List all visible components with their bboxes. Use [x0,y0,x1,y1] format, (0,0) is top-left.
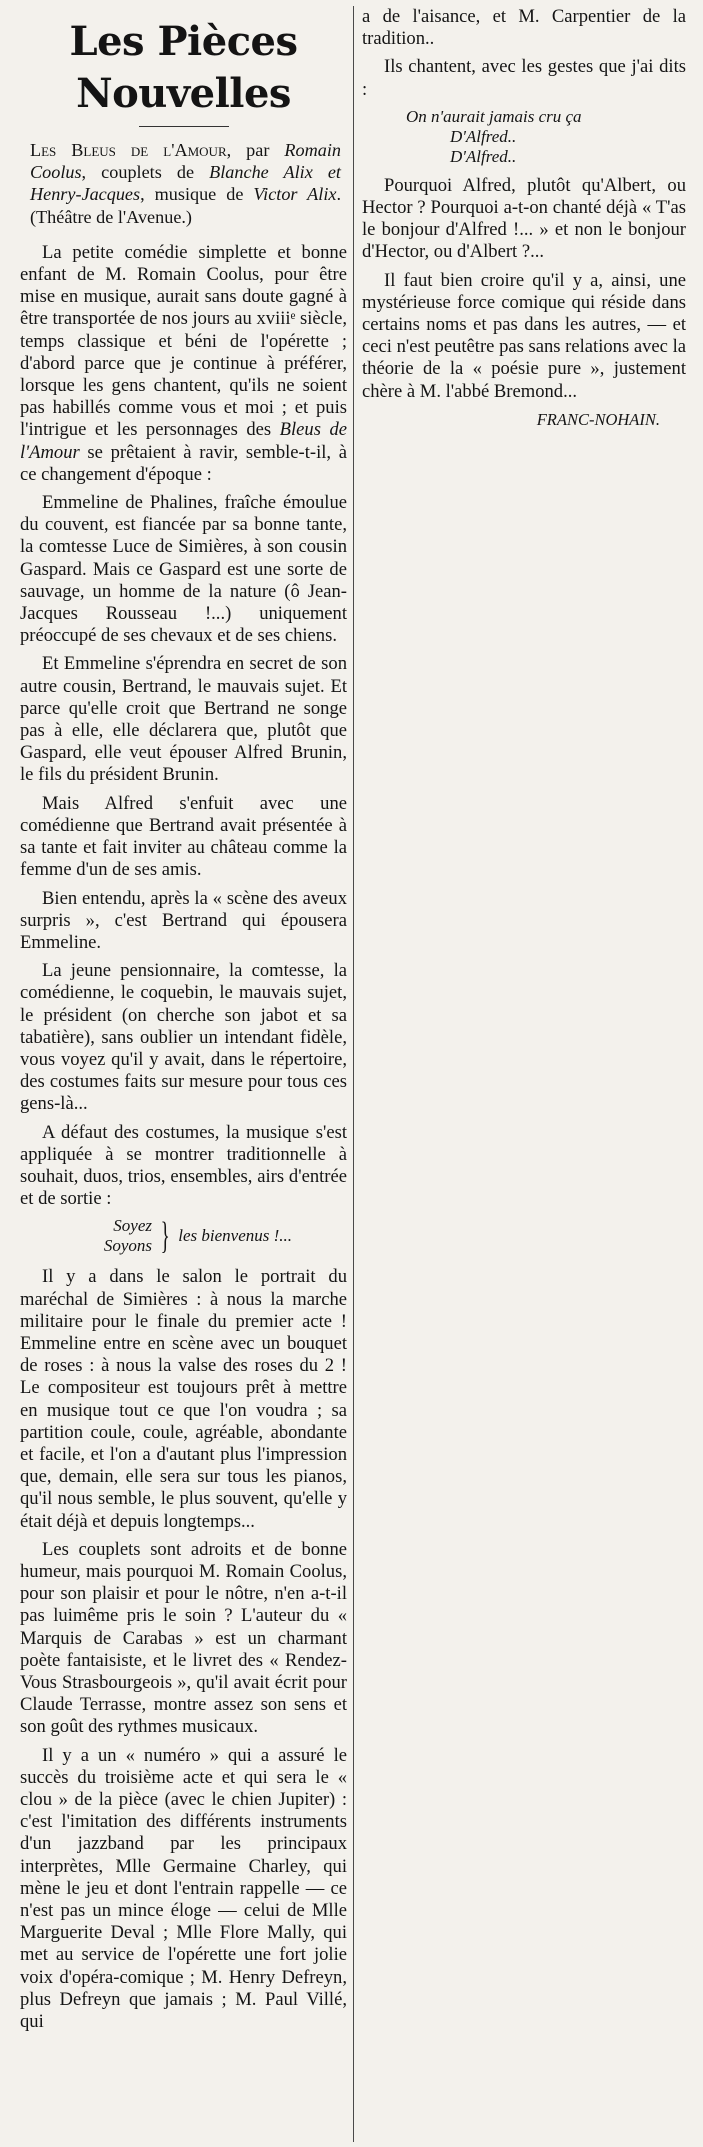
paragraph: Pourquoi Alfred, plutôt qu'Albert, ou Hector ? Pourquoi a-t-on chanté déjà « T'as le bonjour d'Alfred !... » et non le bonjour d'Hector, ou d'Albert ?... [362,174,686,263]
lyric-quote [20,1216,347,1256]
paragraph: Et Emmeline s'éprendra en secret de son autre cousin, Bertrand, le mauvais sujet. Et parce qu'elle croit que Bertrand ne songe pas à elle, elle déclarera que, plutôt que Gaspard, elle veut épouser Alfred Brunin, le fils du président Brunin. [20,653,347,786]
paragraph: Il y a un « numéro » qui a assuré le succès du troisième acte et qui sera le « clou » de la pièce (avec le chien Jupiter) : c'est l'imitation des différents instruments d'un jazzband par les principaux interprètes, Mlle Germaine Charley, qui mène le jeu et dont l'entrain rappelle — ce n'est pas un mince éloge — celui de Mlle Marguerite Deval ; Mlle Flore Mally, qui met au service de l'opérette une fort jolie voix d'opéra-comique ; M. Henry Defreyn, plus Defreyn que jamais ; M. Paul Villé, qui [20,1744,347,2033]
lyric-alternatives [20,1216,156,1256]
brace-glyph: } [160,1215,170,1258]
paragraph: Bien entendu, après la « scène des aveux surpris », c'est Bertrand qui épousera Emmeline. [20,887,347,953]
credits-text: , couplets de [81,162,210,183]
credits-text: , musique de [140,184,254,205]
play-title: Les Bleus de l'Amour [30,140,227,160]
author-signature: FRANC-NOHAIN. [536,409,660,429]
column-divider [353,6,354,2142]
paragraph: Il faut bien croire qu'il y a, ainsi, une mystérieuse force comique qui réside dans certains noms et pas dans les autres, — et ceci n'est peutêtre pas sans relations avec la théorie de la « poésie pure », justement chère à M. l'abbé Bremond... [362,269,686,402]
paragraph: A défaut des costumes, la musique s'est appliquée à se montrer traditionnelle à souhait, duos, trios, ensembles, airs d'entrée et de sortie : [20,1121,347,1210]
paragraph [20,242,347,486]
paragraph: Ils chantent, avec les gestes que j'ai dits : [362,56,686,100]
song-verse [362,107,686,167]
composer-name: Victor Alix [253,184,337,205]
paragraph: Il y a dans le salon le portrait du maréchal de Simières : à nous la marche militaire pour le finale du premier acte ! Emmeline entre en scène avec un bouquet de roses : à nous la valse des roses du 2 ! Le compositeur est toujours prêt à mettre en musique tout ce que l'on voudra ; sa partition coule, coule, agréable, abondante et facile, et l'on a d'autant plus l'impression que, demain, elle sera sur tous les pianos, qu'il nous semble, le plus souvent, qu'elle y était déjà et depuis longtemps... [20,1266,347,1532]
paragraph: La jeune pensionnaire, la comtesse, la comédienne, le coquebin, le mauvais sujet, le président (on cherche son jabot et sa tabatière), sans oublier un intendant fidèle, vous voyez qu'il y avait, dans le répertoire, des costumes faits sur mesure pour tous ces gens-là... [20,960,347,1115]
column-right [362,6,686,437]
lyric-word: Soyez [113,1216,152,1236]
title-divider [139,126,229,127]
paragraph: Mais Alfred s'enfuit avec une comédienne que Bertrand avait présentée à sa tante et fait inviter au château comme la femme d'un de ses amis. [20,792,347,881]
play-title-inline: Bleus de l'Amour [20,419,348,463]
credits-text: , par [226,140,285,160]
lyric-line: les bienvenus !... [178,1226,293,1246]
lyric-word: Soyons [103,1236,152,1256]
lyricists-names: Blanche Alix et Henry-Jacques [30,162,341,205]
text: se prêtaient à ravir, semble-t-il, à ce changement d'époque : [20,441,347,485]
credits-paragraph [20,139,347,228]
text: La petite comédie simplette et bonne enfant de M. Romain Coolus, pour être mise en musique, aurait sans doute gagné à être transportée de nos jours au xviiiᵉ siècle, temps classique et béni de l'opérette ; d'abord parce que je continue à préférer, lorsque les gens chantent, qu'ils ne soient pas habillés comme vous et moi ; et puis l'intrigue et les personnages des [20,241,347,441]
author-name: Romain Coolus [30,140,341,183]
verse-line: D'Alfred.. [450,126,517,146]
paragraph: a de l'aisance, et M. Carpentier de la tradition.. [362,6,686,50]
verse-line: On n'aurait jamais cru ça [406,106,582,126]
column-left [20,10,347,2039]
article-title: Les Pièces Nouvelles [69,18,298,117]
verse-line: D'Alfred.. [450,146,517,166]
theatre-name: . (Théâtre de l'Avenue.) [30,184,341,227]
paragraph: Emmeline de Phalines, fraîche émoulue du couvent, est fiancée par sa bonne tante, la comtesse Luce de Simières, à son cousin Gaspard. Mais ce Gaspard est une sorte de sauvage, un homme de la nature (ô Jean-Jacques Rousseau !...) uniquement préoccupé de ses chevaux et de ses chiens. [20,492,347,647]
paragraph: Les couplets sont adroits et de bonne humeur, mais pourquoi M. Romain Coolus, pour son plaisir et pour le nôtre, n'en a-t-il pas luimême pris le soin ? L'auteur du « Marquis de Carabas » est un charmant poète fantaisiste, et le livret des « Rendez-Vous Strasbourgeois », qu'il avait écrit pour Claude Terrasse, montre assez son sens et son goût des rythmes musicaux. [20,1538,347,1738]
